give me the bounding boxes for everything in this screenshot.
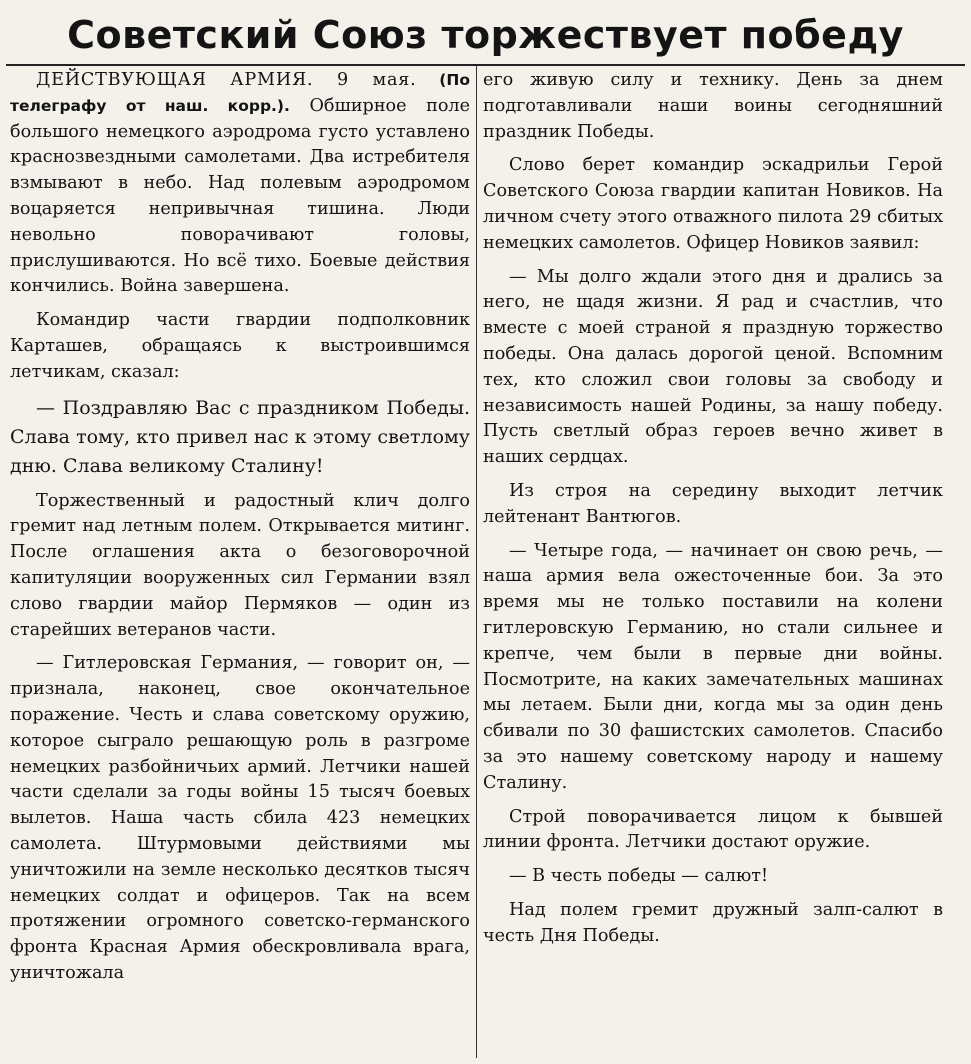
column-right <box>483 68 943 958</box>
paragraph: его живую силу и технику. День за днем подготавливали наши воины сегодняшний праздник Победы. <box>483 70 943 142</box>
headline-rule <box>6 64 965 66</box>
paragraph: — Четыре года, — начинает он свою речь, — наша армия вела ожесточенные бои. За это время мы не только поставили на колени гитлеровскую Германию, но стали сильнее и крепче, чем были в первые дни войны. Посмотрите, на каких замечательных машинах мы летаем. Были дни, когда мы за один день сбивали по 30 фашистских самолетов. Спасибо за это нашему советскому народу и нашему Сталину. <box>483 540 943 793</box>
lead-paragraph <box>10 68 470 300</box>
paragraph: Торжественный и радостный клич долго гремит над летным полем. Открывается митинг. После оглашения акта о безоговорочной капитуляции вооруженных сил Германии взял слово гвардии майор Пермяков — один из старейших ветеранов части. <box>10 490 470 640</box>
paragraph: Строй поворачивается лицом к бывшей линии фронта. Летчики достают оружие. <box>483 806 943 853</box>
paragraph: — В честь победы — салют! <box>509 866 769 887</box>
paragraph: Над полем гремит дружный залп-салют в честь Дня Победы. <box>483 899 943 946</box>
paragraph: — Гитлеровская Германия, — говорит он, — признала, наконец, свое окончательное поражение. Честь и слава советскому оружию, которое сыграло решающую роль в разгроме немецких разбойничьих армий. Летчики нашей части сделали за годы войны 15 тысяч боевых вылетов. Наша часть сбила 423 немецких самолета. Штурмовыми действиями мы уничтожили на земле несколько десятков тысяч немецких солдат и офицеров. Так на всем протяжении огромного советско-германского фронта Красная Армия обескровливала врага, уничтожала <box>10 653 470 983</box>
paragraph: — Мы долго ждали этого дня и дрались за него, не щадя жизни. Я рад и счастлив, что вместе с моей страной я праздную торжество победы. Она далась дорогой ценой. Вспомним тех, кто сложил свои головы за свободу и независимость нашей Родины, за нашу победу. Пусть светлый образ героев вечно живет в наших сердцах. <box>483 266 943 468</box>
paragraph: Командир части гвардии подполковник Карташев, обращаясь к выстроившимся летчикам, сказал: <box>10 310 470 382</box>
paragraph: Слово берет командир эскадрильи Герой Советского Союза гвардии капитан Новиков. На личном счету этого отважного пилота 29 сбитых немецких самолетов. Офицер Новиков заявил: <box>483 155 943 253</box>
paragraph-text: Обширное поле большого немецкого аэродрома густо уставлено краснозвездными самолетами. Два истребителя взмывают в небо. Над полевым аэродромом воцаряется непривычная тишина. Люди невольно поворачивают головы, прислушиваются. Но всё тихо. Боевые действия кончились. Война завершена. <box>10 95 470 297</box>
paragraph: Из строя на середину выходит летчик лейтенант Вантюгов. <box>483 480 943 527</box>
paragraph-quote: — Поздравляю Вас с праздником Победы. Слава тому, кто привел нас к этому светлому дню. Слава великому Сталину! <box>10 396 470 477</box>
source-credit: (По телеграфу от наш. корр.). <box>10 71 471 115</box>
column-divider <box>476 66 477 1058</box>
column-left <box>10 68 470 995</box>
dateline: ДЕЙСТВУЮЩАЯ АРМИЯ. 9 мая. <box>36 70 417 90</box>
headline: Советский Союз торжествует победу <box>67 13 904 57</box>
